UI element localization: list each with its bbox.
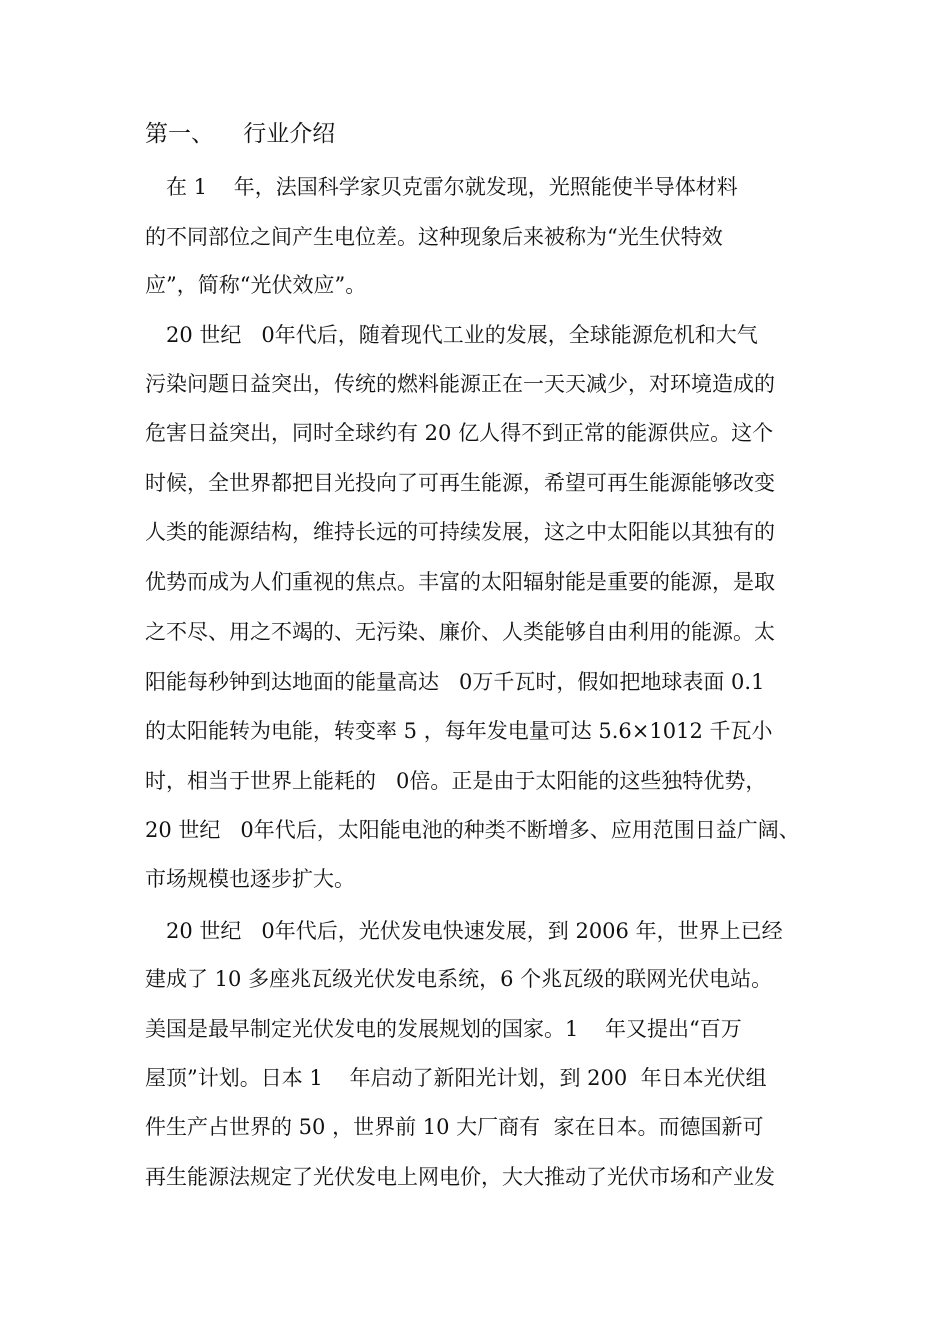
text-line: 在 1 年，法国科学家贝克雷尔就发现，光照能使半导体材料 [145, 175, 738, 199]
text-line: 危害日益突出，同时全球约有 20 亿人得不到正常的能源供应。这个 [145, 421, 774, 445]
text-line: 再生能源法规定了光伏发电上网电价，大大推动了光伏市场和产业发 [145, 1165, 775, 1189]
text-line: 时，相当于世界上能耗的 0倍。正是由于太阳能的这些独特优势， [145, 769, 767, 793]
text-line: 时候，全世界都把目光投向了可再生能源，希望可再生能源能够改变 [145, 471, 775, 495]
section-heading: 第一、 行业介绍 [145, 121, 336, 147]
text-line: 污染问题日益突出，传统的燃料能源正在一天天减少，对环境造成的 [145, 372, 775, 396]
text-line: 屋顶”计划。日本 1 年启动了新阳光计划，到 200 年日本光伏组 [145, 1066, 767, 1090]
text-line: 的太阳能转为电能，转变率 5 ，每年发电量可达 5.6×1012 千瓦小 [145, 719, 773, 743]
text-line: 人类的能源结构，维持长远的可持续发展，这之中太阳能以其独有的 [145, 520, 775, 544]
text-line: 的不同部位之间产生电位差。这种现象后来被称为“光生伏特效 [145, 225, 723, 249]
text-line: 建成了 10 多座兆瓦级光伏发电系统，6 个兆瓦级的联网光伏电站。 [145, 967, 773, 991]
text-line: 20 世纪 0年代后，随着现代工业的发展，全球能源危机和大气 [145, 323, 758, 347]
text-line: 之不尽、用之不竭的、无污染、廉价、人类能够自由利用的能源。太 [145, 620, 775, 644]
text-line: 20 世纪 0年代后，光伏发电快速发展，到 2006 年，世界上已经 [145, 919, 783, 943]
text-line: 阳能每秒钟到达地面的能量高达 0万千瓦时，假如把地球表面 0.1 [145, 670, 765, 694]
text-line: 件生产占世界的 50 ，世界前 10 大厂商有 家在日本。而德国新可 [145, 1115, 764, 1139]
text-line: 应”，简称“光伏效应”。 [145, 273, 367, 297]
text-line: 市场规模也逐步扩大。 [145, 867, 355, 891]
text-line: 美国是最早制定光伏发电的发展规划的国家。1 年又提出“百万 [145, 1017, 742, 1041]
text-line: 20 世纪 0年代后，太阳能电池的种类不断增多、应用范围日益广阔、 [145, 818, 800, 842]
text-line: 优势而成为人们重视的焦点。丰富的太阳辐射能是重要的能源，是取 [145, 570, 775, 594]
